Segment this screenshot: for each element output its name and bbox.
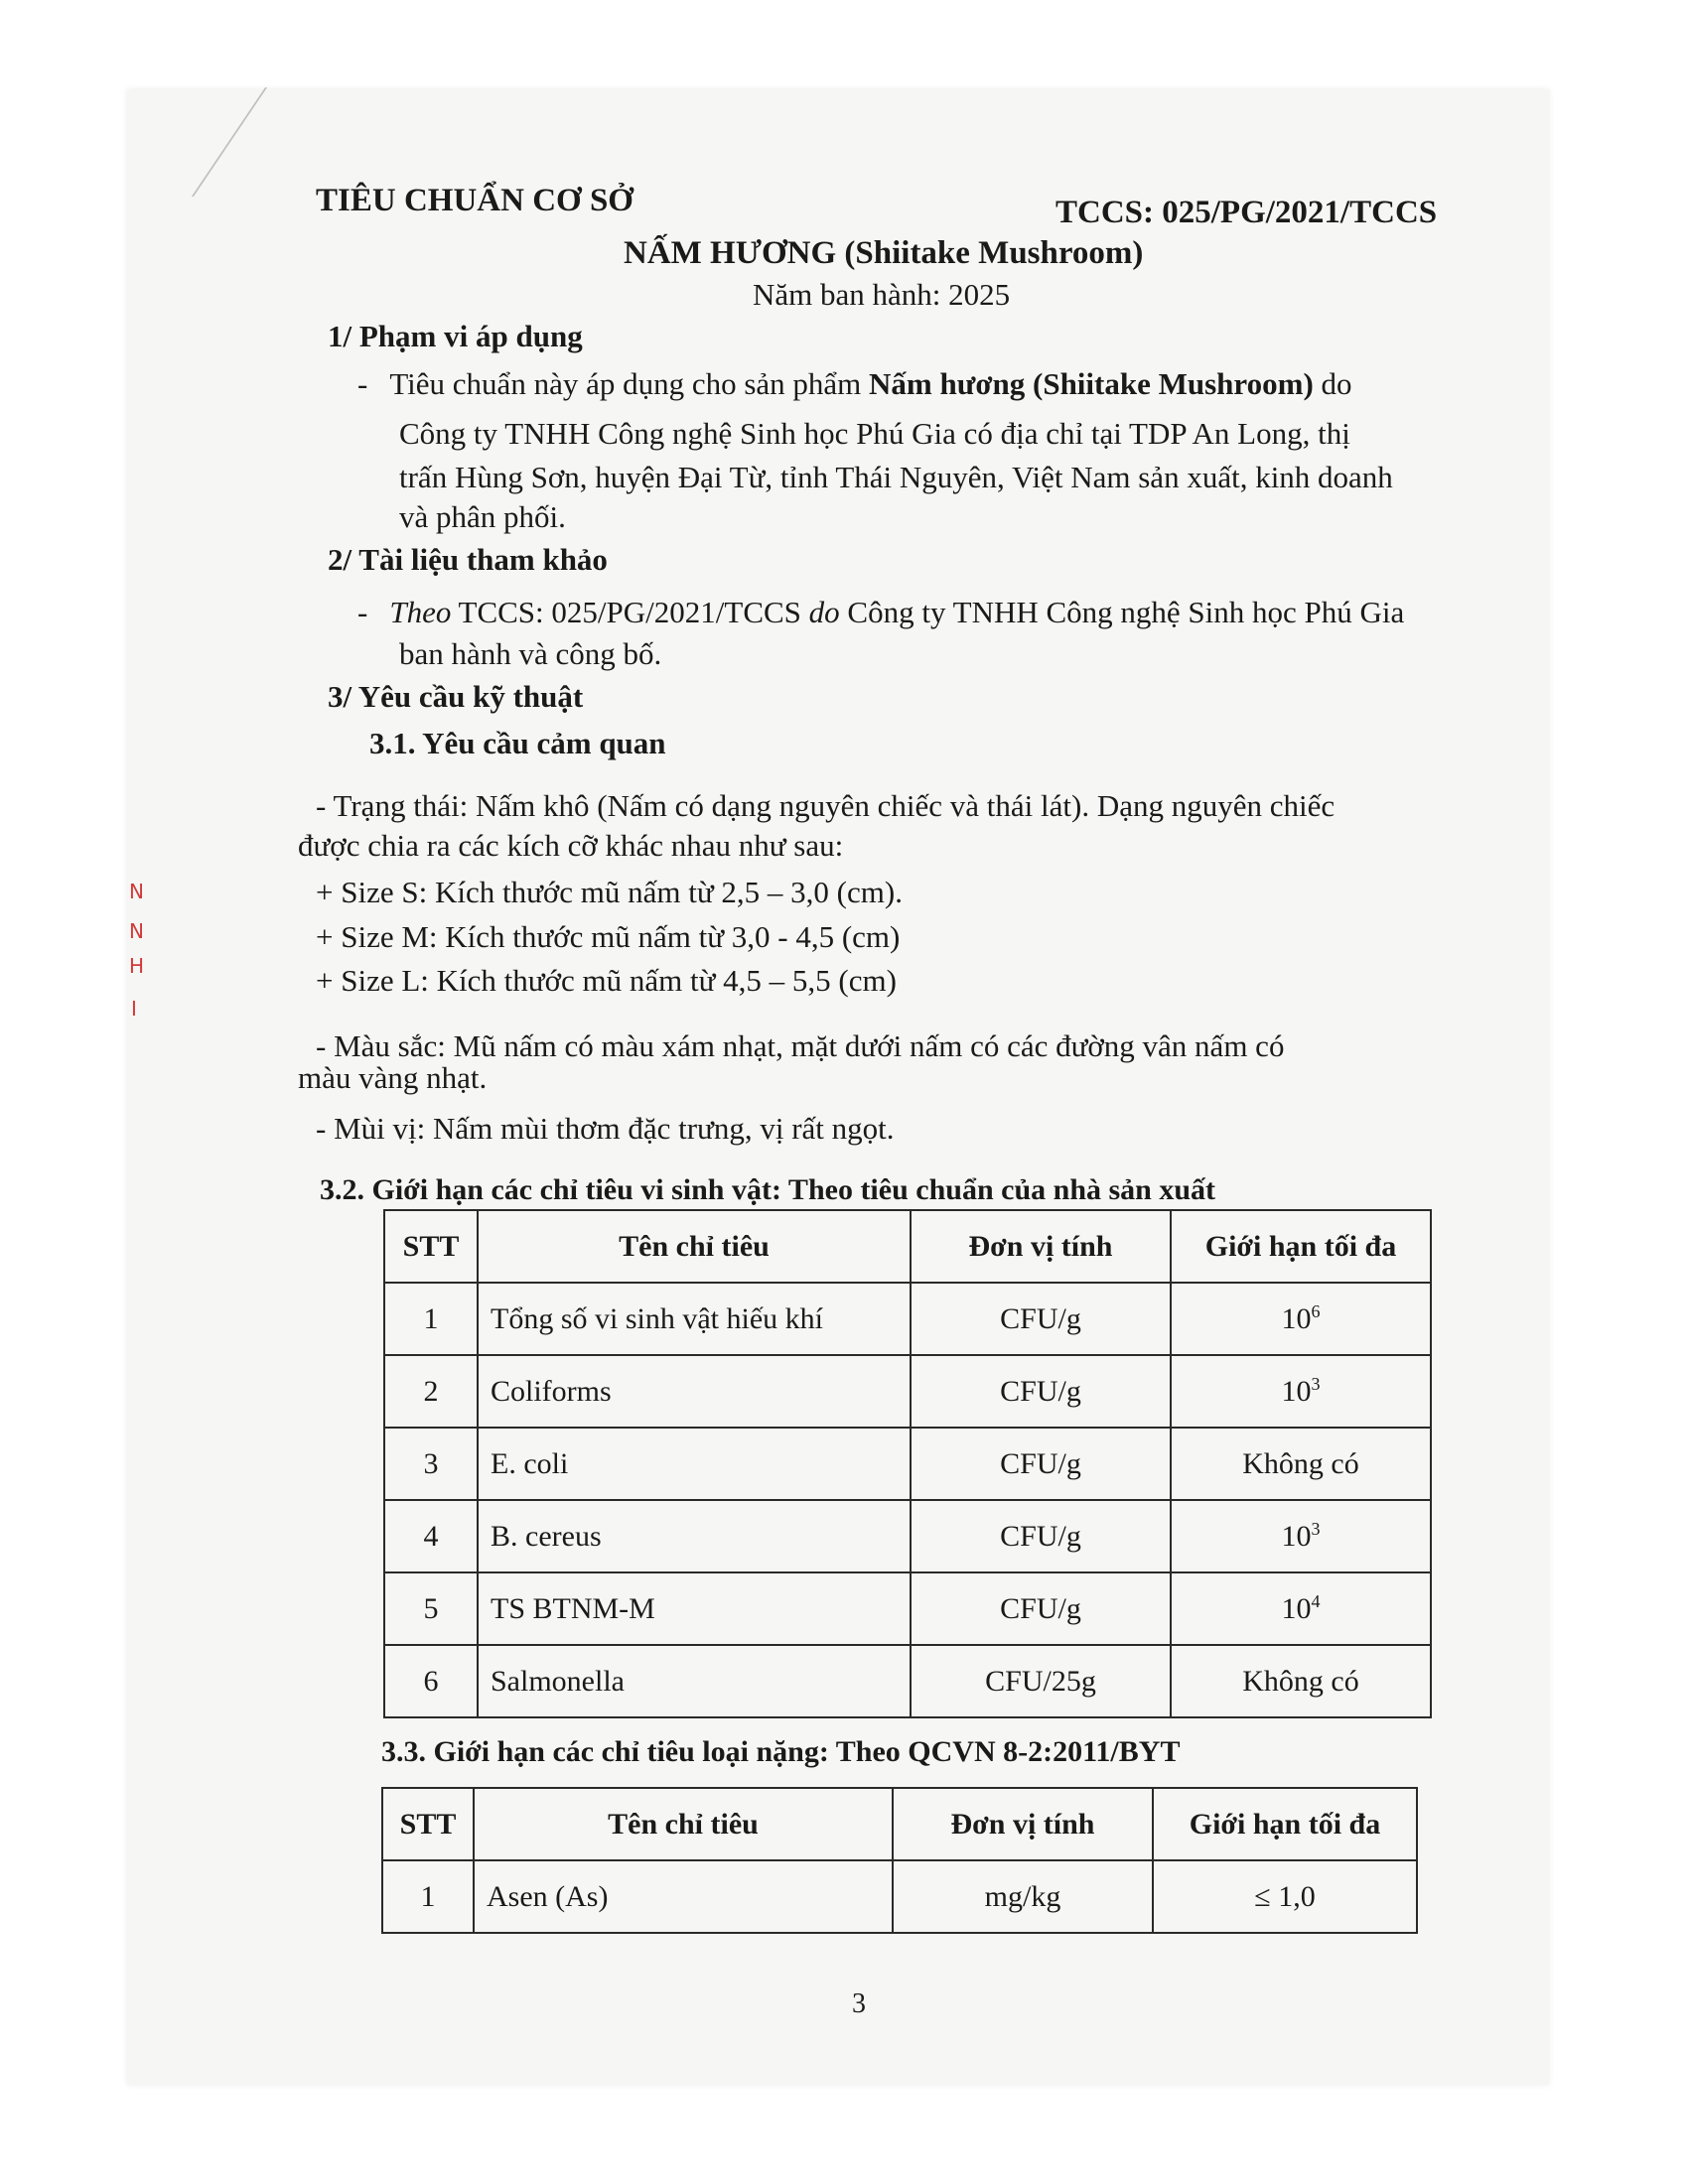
- indicator-cell: TS BTNM-M: [478, 1572, 911, 1645]
- text-run: do: [808, 595, 840, 629]
- column-header: Đơn vị tính: [893, 1788, 1153, 1860]
- text-run: Tiêu chuẩn này áp dụng cho sản phẩm: [389, 366, 870, 401]
- unit-cell: CFU/25g: [911, 1645, 1171, 1717]
- section-2-line-2: ban hành và công bố.: [399, 636, 662, 671]
- limit-base: 10: [1281, 1591, 1312, 1625]
- text-run: do: [1313, 366, 1352, 401]
- table-row: [384, 1572, 1431, 1645]
- margin-mark: I: [131, 997, 137, 1021]
- indicator-cell: B. cereus: [478, 1500, 911, 1572]
- table-row: [382, 1860, 1417, 1933]
- section-1-heading: 1/ Phạm vi áp dụng: [328, 319, 583, 353]
- subsection-3-1-heading: 3.1. Yêu cầu cảm quan: [369, 726, 666, 760]
- stt-cell: 6: [384, 1645, 478, 1717]
- column-header: Giới hạn tối đa: [1153, 1788, 1417, 1860]
- unit-cell: mg/kg: [893, 1860, 1153, 1933]
- heavy-metal-limits-table: [381, 1787, 1418, 1934]
- column-header: Tên chỉ tiêu: [478, 1210, 911, 1283]
- text-run: Theo: [389, 595, 452, 629]
- limit-base: Không có: [1242, 1446, 1359, 1480]
- taste-line: - Mùi vị: Nấm mùi thơm đặc trưng, vị rất ngọt.: [316, 1111, 895, 1146]
- table-header-row: [384, 1210, 1431, 1283]
- limit-cell: [1171, 1572, 1431, 1645]
- stt-cell: 4: [384, 1500, 478, 1572]
- limit-cell: [1171, 1645, 1431, 1717]
- section-3-heading: 3/ Yêu cầu kỹ thuật: [328, 679, 584, 714]
- indicator-cell: E. coli: [478, 1428, 911, 1500]
- stt-cell: 2: [384, 1355, 478, 1428]
- limit-cell: [1171, 1355, 1431, 1428]
- stt-cell: 1: [384, 1283, 478, 1355]
- color-line-2: màu vàng nhạt.: [298, 1060, 488, 1095]
- stt-cell: 3: [384, 1428, 478, 1500]
- page-number: 3: [852, 1988, 866, 2019]
- table-row: [384, 1500, 1431, 1572]
- unit-cell: CFU/g: [911, 1355, 1171, 1428]
- margin-mark: N: [129, 919, 144, 943]
- limit-cell: ≤ 1,0: [1153, 1860, 1417, 1933]
- product-name: Nấm hương (Shiitake Mushroom): [869, 366, 1314, 401]
- size-l-line: + Size L: Kích thước mũ nấm từ 4,5 – 5,5 (cm): [316, 963, 897, 998]
- standard-code: TCCS: 025/PG/2021/TCCS: [1055, 195, 1438, 230]
- section-1-line-4: và phân phối.: [399, 499, 566, 534]
- issue-year: Năm ban hành: 2025: [753, 277, 1011, 312]
- unit-cell: CFU/g: [911, 1500, 1171, 1572]
- section-1-line-3: trấn Hùng Sơn, huyện Đại Từ, tỉnh Thái Nguyên, Việt Nam sản xuất, kinh doanh: [399, 460, 1393, 494]
- column-header: STT: [384, 1210, 478, 1283]
- subsection-3-2-heading: 3.2. Giới hạn các chỉ tiêu vi sinh vật: Theo tiêu chuẩn của nhà sản xuất: [320, 1173, 1216, 1206]
- state-line-2: được chia ra các kích cỡ khác nhau như sau:: [298, 828, 844, 863]
- state-line-1: - Trạng thái: Nấm khô (Nấm có dạng nguyên chiếc và thái lát). Dạng nguyên chiếc: [316, 788, 1336, 823]
- limit-exponent: 6: [1311, 1300, 1321, 1321]
- table-row: [384, 1645, 1431, 1717]
- limit-exponent: 4: [1311, 1590, 1321, 1611]
- limit-base: 10: [1281, 1301, 1312, 1335]
- document-title: NẤM HƯƠNG (Shiitake Mushroom): [624, 235, 1144, 271]
- column-header: STT: [382, 1788, 474, 1860]
- limit-base: 10: [1281, 1374, 1312, 1408]
- stt-cell: 1: [382, 1860, 474, 1933]
- limit-cell: [1171, 1283, 1431, 1355]
- stt-cell: 5: [384, 1572, 478, 1645]
- section-2-heading: 2/ Tài liệu tham khảo: [328, 542, 608, 577]
- column-header: Tên chỉ tiêu: [474, 1788, 893, 1860]
- limit-exponent: 3: [1311, 1373, 1321, 1394]
- unit-cell: CFU/g: [911, 1572, 1171, 1645]
- table-row: [384, 1355, 1431, 1428]
- text-run: Công ty TNHH Công nghệ Sinh học Phú Gia: [839, 595, 1405, 629]
- indicator-cell: Asen (As): [474, 1860, 893, 1933]
- unit-cell: CFU/g: [911, 1283, 1171, 1355]
- column-header: Đơn vị tính: [911, 1210, 1171, 1283]
- limit-exponent: 3: [1311, 1518, 1321, 1539]
- unit-cell: CFU/g: [911, 1428, 1171, 1500]
- limit-base: 10: [1281, 1519, 1312, 1553]
- margin-mark: H: [129, 954, 145, 978]
- indicator-cell: Tổng số vi sinh vật hiếu khí: [478, 1283, 911, 1355]
- subsection-3-3-heading: 3.3. Giới hạn các chỉ tiêu loại nặng: Theo QCVN 8-2:2011/BYT: [381, 1735, 1181, 1768]
- size-s-line: + Size S: Kích thước mũ nấm từ 2,5 – 3,0 (cm).: [316, 875, 903, 909]
- limit-cell: [1171, 1500, 1431, 1572]
- size-m-line: + Size M: Kích thước mũ nấm từ 3,0 - 4,5 (cm): [316, 919, 901, 954]
- margin-mark: N: [129, 880, 144, 903]
- table-row: [384, 1283, 1431, 1355]
- indicator-cell: Coliforms: [478, 1355, 911, 1428]
- section-2-line-1: [357, 594, 1404, 631]
- color-line-1: - Màu sắc: Mũ nấm có màu xám nhạt, mặt dưới nấm có các đường vân nấm có: [316, 1028, 1285, 1063]
- standard-type-heading: TIÊU CHUẨN CƠ SỞ: [316, 183, 633, 218]
- section-1-line-1: [357, 365, 1352, 403]
- column-header: Giới hạn tối đa: [1171, 1210, 1431, 1283]
- table-header-row: [382, 1788, 1417, 1860]
- table-row: [384, 1428, 1431, 1500]
- limit-cell: [1171, 1428, 1431, 1500]
- bullet-dash: -: [357, 366, 368, 401]
- indicator-cell: Salmonella: [478, 1645, 911, 1717]
- section-1-line-2: Công ty TNHH Công nghệ Sinh học Phú Gia có địa chỉ tại TDP An Long, thị: [399, 416, 1350, 451]
- limit-base: Không có: [1242, 1664, 1359, 1698]
- text-run: TCCS: 025/PG/2021/TCCS: [451, 595, 809, 629]
- microbial-limits-table: [383, 1209, 1432, 1718]
- bullet-dash: -: [357, 595, 368, 629]
